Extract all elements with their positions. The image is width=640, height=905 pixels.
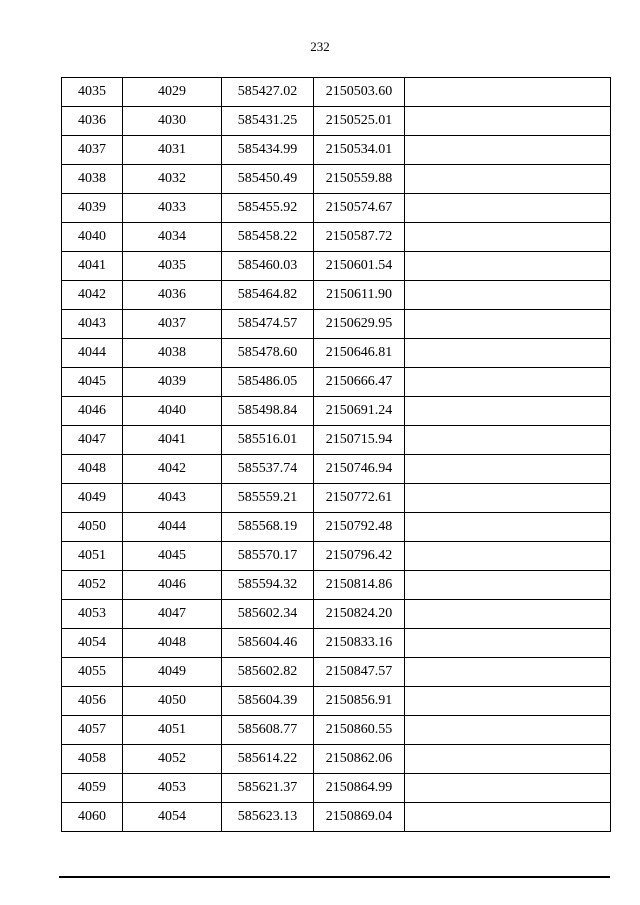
reference-number-cell: 4045 xyxy=(123,542,222,571)
table-row xyxy=(62,745,611,774)
table-row xyxy=(62,136,611,165)
x-coordinate-cell: 585458.22 xyxy=(222,223,314,252)
table-row xyxy=(62,78,611,107)
point-number-cell: 4057 xyxy=(62,716,123,745)
y-coordinate-cell: 2150601.54 xyxy=(314,252,405,281)
notes-cell xyxy=(405,310,611,339)
x-coordinate-cell: 585604.39 xyxy=(222,687,314,716)
reference-number-cell: 4042 xyxy=(123,455,222,484)
y-coordinate-cell: 2150746.94 xyxy=(314,455,405,484)
x-coordinate-cell: 585434.99 xyxy=(222,136,314,165)
x-coordinate-cell: 585460.03 xyxy=(222,252,314,281)
x-coordinate-cell: 585623.13 xyxy=(222,803,314,832)
y-coordinate-cell: 2150646.81 xyxy=(314,339,405,368)
table-row xyxy=(62,716,611,745)
point-number-cell: 4048 xyxy=(62,455,123,484)
point-number-cell: 4049 xyxy=(62,484,123,513)
y-coordinate-cell: 2150796.42 xyxy=(314,542,405,571)
table-row xyxy=(62,223,611,252)
table-row xyxy=(62,310,611,339)
table-row xyxy=(62,774,611,803)
y-coordinate-cell: 2150691.24 xyxy=(314,397,405,426)
table-row xyxy=(62,194,611,223)
y-coordinate-cell: 2150824.20 xyxy=(314,600,405,629)
notes-cell xyxy=(405,455,611,484)
y-coordinate-cell: 2150629.95 xyxy=(314,310,405,339)
x-coordinate-cell: 585570.17 xyxy=(222,542,314,571)
point-number-cell: 4060 xyxy=(62,803,123,832)
table-row xyxy=(62,629,611,658)
reference-number-cell: 4041 xyxy=(123,426,222,455)
reference-number-cell: 4033 xyxy=(123,194,222,223)
notes-cell xyxy=(405,339,611,368)
reference-number-cell: 4029 xyxy=(123,78,222,107)
y-coordinate-cell: 2150574.67 xyxy=(314,194,405,223)
reference-number-cell: 4035 xyxy=(123,252,222,281)
x-coordinate-cell: 585516.01 xyxy=(222,426,314,455)
page-number: 232 xyxy=(310,39,330,54)
point-number-cell: 4053 xyxy=(62,600,123,629)
reference-number-cell: 4052 xyxy=(123,745,222,774)
notes-cell xyxy=(405,571,611,600)
x-coordinate-cell: 585621.37 xyxy=(222,774,314,803)
footer-rule xyxy=(59,876,610,878)
notes-cell xyxy=(405,803,611,832)
point-number-cell: 4039 xyxy=(62,194,123,223)
y-coordinate-cell: 2150869.04 xyxy=(314,803,405,832)
notes-cell xyxy=(405,426,611,455)
table-row xyxy=(62,426,611,455)
notes-cell xyxy=(405,78,611,107)
y-coordinate-cell: 2150525.01 xyxy=(314,107,405,136)
point-number-cell: 4056 xyxy=(62,687,123,716)
notes-cell xyxy=(405,774,611,803)
notes-cell xyxy=(405,716,611,745)
reference-number-cell: 4034 xyxy=(123,223,222,252)
point-number-cell: 4036 xyxy=(62,107,123,136)
y-coordinate-cell: 2150611.90 xyxy=(314,281,405,310)
point-number-cell: 4040 xyxy=(62,223,123,252)
point-number-cell: 4041 xyxy=(62,252,123,281)
y-coordinate-cell: 2150814.86 xyxy=(314,571,405,600)
reference-number-cell: 4032 xyxy=(123,165,222,194)
table-row xyxy=(62,658,611,687)
notes-cell xyxy=(405,658,611,687)
point-number-cell: 4050 xyxy=(62,513,123,542)
y-coordinate-cell: 2150534.01 xyxy=(314,136,405,165)
x-coordinate-cell: 585604.46 xyxy=(222,629,314,658)
point-number-cell: 4051 xyxy=(62,542,123,571)
table-row xyxy=(62,397,611,426)
notes-cell xyxy=(405,368,611,397)
reference-number-cell: 4038 xyxy=(123,339,222,368)
notes-cell xyxy=(405,687,611,716)
table-row xyxy=(62,107,611,136)
table-row xyxy=(62,687,611,716)
reference-number-cell: 4044 xyxy=(123,513,222,542)
x-coordinate-cell: 585455.92 xyxy=(222,194,314,223)
point-number-cell: 4035 xyxy=(62,78,123,107)
x-coordinate-cell: 585478.60 xyxy=(222,339,314,368)
reference-number-cell: 4040 xyxy=(123,397,222,426)
notes-cell xyxy=(405,397,611,426)
x-coordinate-cell: 585559.21 xyxy=(222,484,314,513)
reference-number-cell: 4039 xyxy=(123,368,222,397)
reference-number-cell: 4053 xyxy=(123,774,222,803)
y-coordinate-cell: 2150864.99 xyxy=(314,774,405,803)
x-coordinate-cell: 585594.32 xyxy=(222,571,314,600)
point-number-cell: 4046 xyxy=(62,397,123,426)
reference-number-cell: 4031 xyxy=(123,136,222,165)
coordinates-table xyxy=(61,77,611,832)
table-row xyxy=(62,252,611,281)
table-row xyxy=(62,803,611,832)
y-coordinate-cell: 2150862.06 xyxy=(314,745,405,774)
table-row xyxy=(62,600,611,629)
x-coordinate-cell: 585602.34 xyxy=(222,600,314,629)
point-number-cell: 4054 xyxy=(62,629,123,658)
table-row xyxy=(62,455,611,484)
notes-cell xyxy=(405,281,611,310)
x-coordinate-cell: 585537.74 xyxy=(222,455,314,484)
y-coordinate-cell: 2150792.48 xyxy=(314,513,405,542)
point-number-cell: 4052 xyxy=(62,571,123,600)
point-number-cell: 4043 xyxy=(62,310,123,339)
reference-number-cell: 4051 xyxy=(123,716,222,745)
notes-cell xyxy=(405,136,611,165)
x-coordinate-cell: 585614.22 xyxy=(222,745,314,774)
notes-cell xyxy=(405,629,611,658)
x-coordinate-cell: 585498.84 xyxy=(222,397,314,426)
x-coordinate-cell: 585427.02 xyxy=(222,78,314,107)
notes-cell xyxy=(405,107,611,136)
reference-number-cell: 4030 xyxy=(123,107,222,136)
reference-number-cell: 4046 xyxy=(123,571,222,600)
x-coordinate-cell: 585568.19 xyxy=(222,513,314,542)
point-number-cell: 4059 xyxy=(62,774,123,803)
table-row xyxy=(62,368,611,397)
notes-cell xyxy=(405,165,611,194)
notes-cell xyxy=(405,513,611,542)
notes-cell xyxy=(405,252,611,281)
y-coordinate-cell: 2150666.47 xyxy=(314,368,405,397)
notes-cell xyxy=(405,223,611,252)
reference-number-cell: 4043 xyxy=(123,484,222,513)
reference-number-cell: 4054 xyxy=(123,803,222,832)
y-coordinate-cell: 2150559.88 xyxy=(314,165,405,194)
table-row xyxy=(62,281,611,310)
point-number-cell: 4045 xyxy=(62,368,123,397)
x-coordinate-cell: 585474.57 xyxy=(222,310,314,339)
notes-cell xyxy=(405,542,611,571)
x-coordinate-cell: 585602.82 xyxy=(222,658,314,687)
y-coordinate-cell: 2150772.61 xyxy=(314,484,405,513)
reference-number-cell: 4036 xyxy=(123,281,222,310)
y-coordinate-cell: 2150503.60 xyxy=(314,78,405,107)
table-row xyxy=(62,513,611,542)
table-row xyxy=(62,339,611,368)
table-row xyxy=(62,484,611,513)
point-number-cell: 4047 xyxy=(62,426,123,455)
table-row xyxy=(62,165,611,194)
point-number-cell: 4037 xyxy=(62,136,123,165)
point-number-cell: 4042 xyxy=(62,281,123,310)
table-row xyxy=(62,542,611,571)
point-number-cell: 4038 xyxy=(62,165,123,194)
y-coordinate-cell: 2150587.72 xyxy=(314,223,405,252)
reference-number-cell: 4037 xyxy=(123,310,222,339)
x-coordinate-cell: 585464.82 xyxy=(222,281,314,310)
point-number-cell: 4044 xyxy=(62,339,123,368)
point-number-cell: 4058 xyxy=(62,745,123,774)
x-coordinate-cell: 585450.49 xyxy=(222,165,314,194)
y-coordinate-cell: 2150715.94 xyxy=(314,426,405,455)
notes-cell xyxy=(405,745,611,774)
reference-number-cell: 4050 xyxy=(123,687,222,716)
reference-number-cell: 4049 xyxy=(123,658,222,687)
y-coordinate-cell: 2150856.91 xyxy=(314,687,405,716)
reference-number-cell: 4048 xyxy=(123,629,222,658)
notes-cell xyxy=(405,194,611,223)
table-body xyxy=(62,78,611,832)
y-coordinate-cell: 2150833.16 xyxy=(314,629,405,658)
x-coordinate-cell: 585431.25 xyxy=(222,107,314,136)
y-coordinate-cell: 2150847.57 xyxy=(314,658,405,687)
x-coordinate-cell: 585608.77 xyxy=(222,716,314,745)
x-coordinate-cell: 585486.05 xyxy=(222,368,314,397)
table-row xyxy=(62,571,611,600)
reference-number-cell: 4047 xyxy=(123,600,222,629)
point-number-cell: 4055 xyxy=(62,658,123,687)
notes-cell xyxy=(405,484,611,513)
notes-cell xyxy=(405,600,611,629)
y-coordinate-cell: 2150860.55 xyxy=(314,716,405,745)
